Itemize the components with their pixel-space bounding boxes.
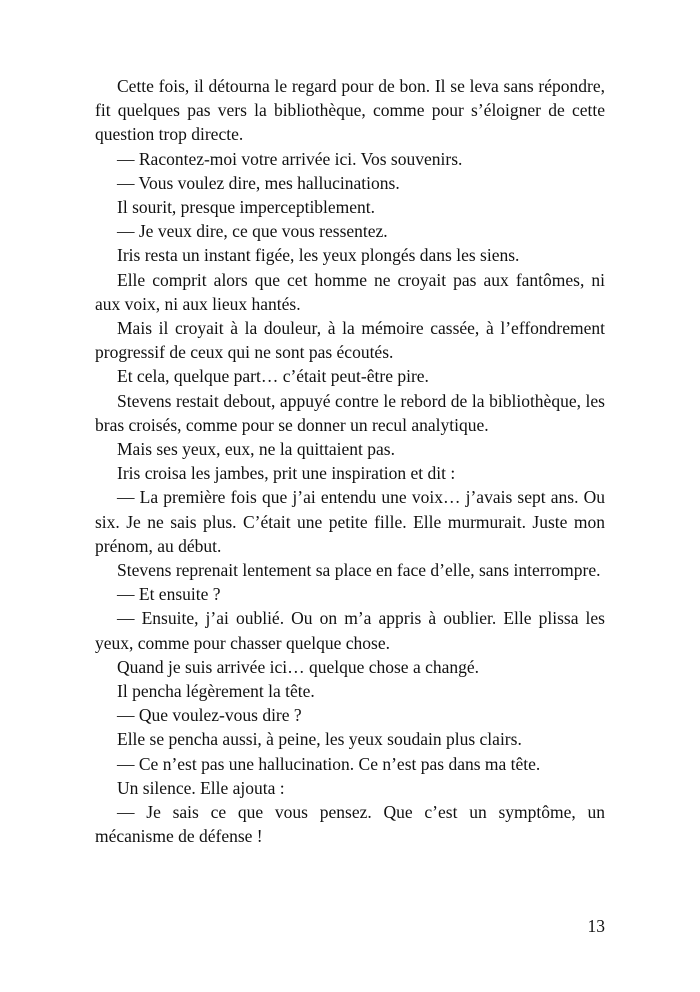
paragraph: — Ensuite, j’ai oublié. Ou on m’a appris à oublier. Elle plissa les yeux, comme pour chasser quelque chose.: [95, 608, 605, 653]
paragraph: — Ce n’est pas une hallucination. Ce n’est pas dans ma tête.: [117, 753, 541, 774]
paragraph: — La première fois que j’ai entendu une voix… j’avais sept ans. Ou six. Je ne sais plus. C’était une petite fille. Elle murmurait. Juste mon prénom, au début.: [95, 487, 605, 556]
paragraph: Cette fois, il détourna le regard pour de bon. Il se leva sans répondre, fit quelques pas vers la bibliothèque, comme pour s’éloigner de cette question trop directe.: [95, 76, 605, 145]
paragraph: Iris resta un instant figée, les yeux plongés dans les siens.: [117, 245, 520, 266]
paragraph: — Je sais ce que vous pensez. Que c’est un symptôme, un mécanisme de défense !: [95, 802, 605, 847]
paragraph: — Racontez-moi votre arrivée ici. Vos souvenirs.: [117, 148, 463, 169]
paragraph: — Vous voulez dire, mes hallucinations.: [117, 172, 400, 193]
paragraph: Stevens reprenait lentement sa place en face d’elle, sans interrompre.: [117, 560, 601, 581]
paragraph: Mais il croyait à la douleur, à la mémoire cassée, à l’effondrement progressif de ceux qui ne sont pas écoutés.: [95, 318, 605, 363]
paragraph: Il sourit, presque imperceptiblement.: [117, 197, 376, 218]
paragraph: Quand je suis arrivée ici… quelque chose a changé.: [117, 656, 480, 677]
paragraph: Un silence. Elle ajouta :: [117, 777, 285, 798]
paragraph: Il pencha légèrement la tête.: [117, 681, 315, 702]
paragraph: Elle comprit alors que cet homme ne croyait pas aux fantômes, ni aux voix, ni aux lieux hantés.: [95, 269, 605, 314]
page-number: 13: [587, 916, 605, 936]
paragraph: — Que voulez-vous dire ?: [117, 705, 302, 726]
paragraph: Elle se pencha aussi, à peine, les yeux soudain plus clairs.: [117, 729, 522, 750]
paragraph: Iris croisa les jambes, prit une inspiration et dit :: [117, 463, 456, 484]
page-body: [95, 74, 605, 849]
paragraph: — Et ensuite ?: [117, 584, 221, 605]
paragraph: Stevens restait debout, appuyé contre le rebord de la bibliothèque, les bras croisés, comme pour se donner un recul analytique.: [95, 390, 605, 435]
paragraph: — Je veux dire, ce que vous ressentez.: [117, 221, 388, 242]
paragraph: Et cela, quelque part… c’était peut-être pire.: [117, 366, 429, 387]
paragraph: Mais ses yeux, eux, ne la quittaient pas.: [117, 439, 395, 460]
